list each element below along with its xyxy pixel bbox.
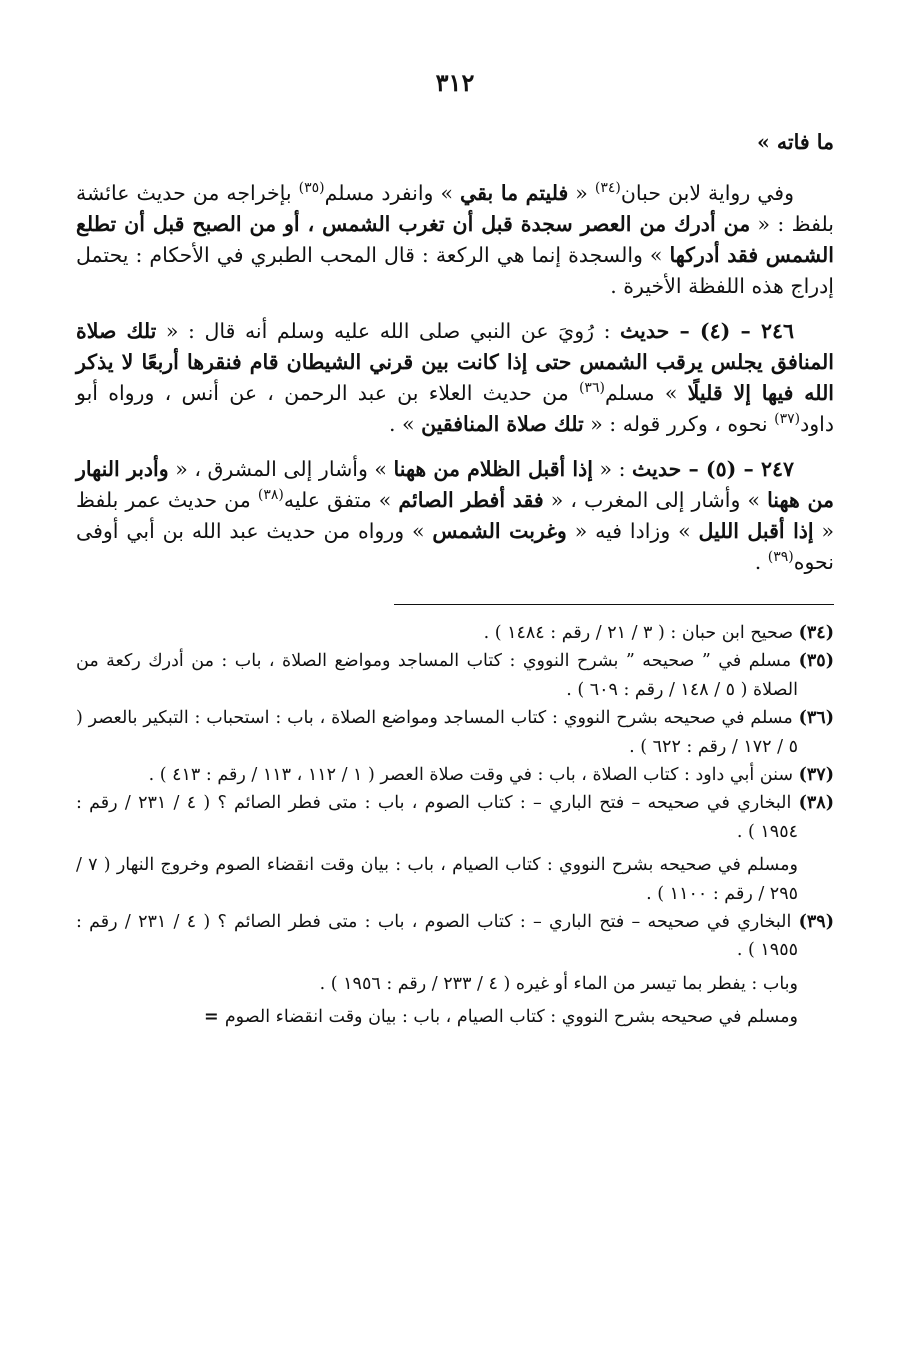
footnote-divider bbox=[394, 604, 834, 605]
footnote-ref-35[interactable]: (٣٥) bbox=[298, 180, 325, 197]
hadith-quote: فقد أفطر الصائم bbox=[398, 488, 544, 512]
hadith-quote: فليتم ما بقي bbox=[460, 181, 569, 205]
hadith-quote: من أدرك من العصر سجدة قبل أن تغرب الشمس ، أو من الصبح قبل أن تطلع الشمس فقد أدركها bbox=[76, 212, 834, 267]
hadith-quote: تلك صلاة المنافقين bbox=[421, 412, 584, 436]
footnote-ref-36[interactable]: (٣٦) bbox=[578, 380, 605, 397]
footnotes bbox=[76, 619, 834, 1032]
footnote-37: (٣٧) سنن أبي داود : كتاب الصلاة ، باب : في وقت صلاة العصر ( ١ / ١١٢ ، ١١٣ / رقم : ٤١٣ ) . bbox=[148, 765, 834, 786]
footnote-39-continued-2: ومسلم في صحيحه بشرح النووي : كتاب الصيام ، باب : بيان وقت انقضاء الصوم = bbox=[204, 1007, 798, 1028]
hadith-247: ٢٤٧ – (٥) – حديث : « إذا أقبل الظلام من ههنا » وأشار إلى المشرق ، « وأدبر النهار من ههنا » وأشار إلى المغرب ، « فقد أفطر الصائم » متفق عليه$^{(٣٨)}$ من حديث عمر بلفظ « إذا أقبل الليل » وزادا فيه « وغربت الشمس » ورواه من حديث عبد الله بن أبي أوفى نحوه$^{(٣٩)}$ . bbox=[76, 457, 835, 574]
footnote-ref-38[interactable]: (٣٨) bbox=[257, 487, 284, 504]
footnote-38-continued: ومسلم في صحيحه بشرح النووي : كتاب الصيام ، باب : بيان وقت انقضاء الصوم وخروج النهار ( ٧ / ٢٩٥ / رقم : ١١٠٠ ) . bbox=[76, 855, 798, 904]
footnote-38: (٣٨) البخاري في صحيحه – فتح الباري – : كتاب الصوم ، باب : متى فطر الصائم ؟ ( ٤ / ٢٣١ / رقم : ١٩٥٤ ) . bbox=[76, 793, 834, 842]
hadith-quote: إذا أقبل الظلام من ههنا bbox=[393, 457, 593, 481]
main-text bbox=[76, 127, 834, 578]
continuation-mark: = bbox=[204, 1007, 225, 1028]
hadith-246: ٢٤٦ – (٤) – حديث : رُويَ عن النبي صلى الله عليه وسلم أنه قال : « تلك صلاة المنافق يجلس يرقب الشمس حتى إذا كانت بين قرني الشيطان قام فنقرها أربعًا لا يذكر الله فيها إلا قليلًا » مسلم$^{(٣٦)}$ من حديث العلاء بن عبد الرحمن ، عن أنس ، ورواه أبو داود$^{(٣٧)}$ نحوه ، وكرر قوله : « تلك صلاة المنافقين » . bbox=[76, 319, 835, 436]
footnote-ref-34[interactable]: (٣٤) bbox=[594, 180, 621, 197]
hadith-quote: تلك صلاة المنافق يجلس يرقب الشمس حتى إذا كانت بين قرني الشيطان قام فنقرها أربعًا لا يذكر الله فيها إلا قليلًا bbox=[76, 319, 835, 405]
footnote-ref-39[interactable]: (٣٩) bbox=[767, 549, 794, 566]
paragraph-ibn-hibban: وفي رواية لابن حبان$^{(٣٤)}$ « فليتم ما بقي » وانفرد مسلم$^{(٣٥)}$ بإخراجه من حديث عائشة بلفظ : « من أدرك من العصر سجدة قبل أن تغرب الشمس ، أو من الصبح قبل أن تطلع الشمس فقد أدركها » والسجدة إنما هي الركعة : قال المحب الطبري في الأحكام : يحتمل إدراج هذه اللفظة الأخيرة . bbox=[76, 180, 834, 298]
hadith-quote: إذا أقبل الليل bbox=[698, 519, 814, 543]
hadith-number: ٢٤٧ – (٥) – حديث bbox=[632, 457, 794, 481]
footnote-35: (٣٥) مسلم في ” صحيحه ” بشرح النووي : كتاب المساجد ومواضع الصلاة ، باب : من أدرك ركعة من الصلاة ( ٥ / ١٤٨ / رقم : ٦٠٩ ) . bbox=[76, 651, 834, 700]
footnote-39-continued: وباب : يفطر بما تيسر من الماء أو غيره ( ٤ / ٢٣٣ / رقم : ١٩٥٦ ) . bbox=[319, 973, 798, 994]
hadith-number: ٢٤٦ – (٤) – حديث bbox=[620, 319, 794, 343]
hadith-quote: وأدبر النهار من ههنا bbox=[76, 457, 835, 512]
footnote-36: (٣٦) مسلم في صحيحه بشرح النووي : كتاب المساجد ومواضع الصلاة ، باب : استحباب : التبكير بالعصر ( ٥ / ١٧٢ / رقم : ٦٢٢ ) . bbox=[76, 708, 834, 757]
footnote-39: (٣٩) البخاري في صحيحه – فتح الباري – : كتاب الصوم ، باب : متى فطر الصائم ؟ ( ٤ / ٢٣١ / رقم : ١٩٥٥ ) . bbox=[76, 912, 834, 961]
page-number: ٣١٢ bbox=[435, 68, 475, 97]
continuation-line: ما فاته » bbox=[756, 130, 834, 154]
footnote-ref-37[interactable]: (٣٧) bbox=[774, 411, 801, 428]
footnote-34: (٣٤) صحيح ابن حبان : ( ٣ / ٢١ / رقم : ١٤٨٤ ) . bbox=[483, 623, 834, 643]
hadith-quote: وغربت الشمس bbox=[432, 519, 567, 543]
